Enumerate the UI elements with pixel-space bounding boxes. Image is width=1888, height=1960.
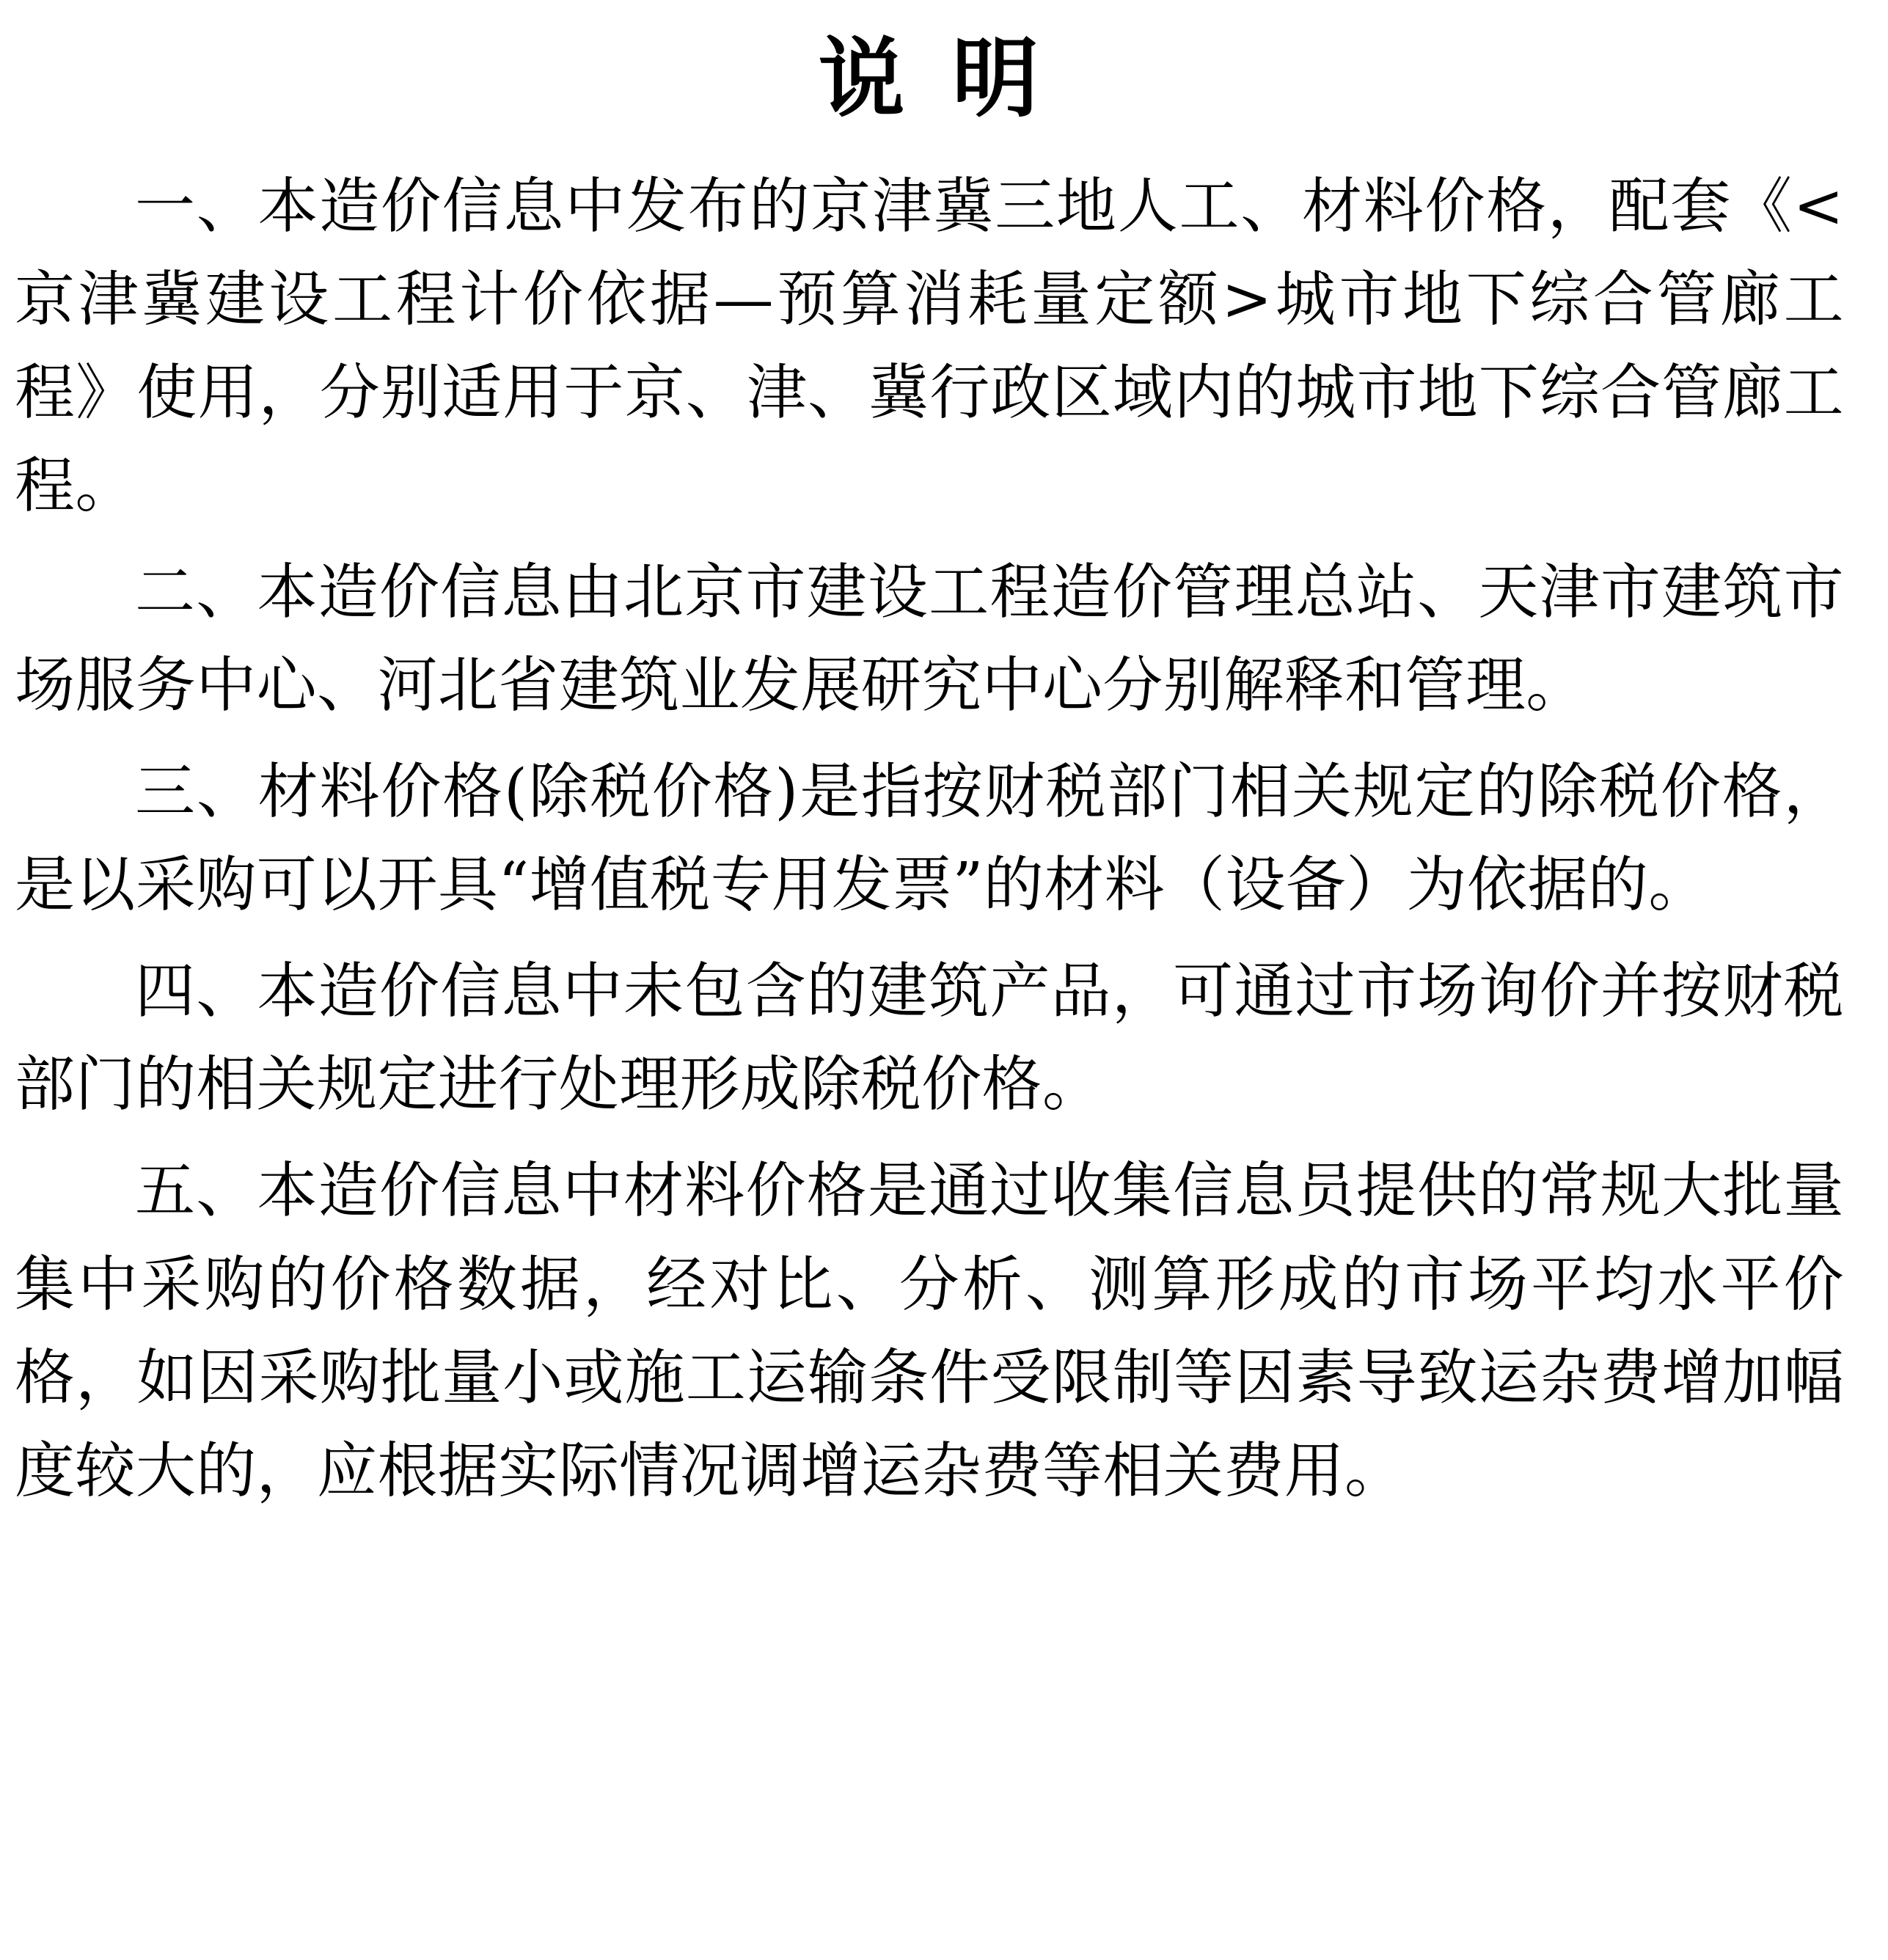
paragraph-1: 一、本造价信息中发布的京津冀三地人工、材料价格，配套《<京津冀建设工程计价依据—预算消耗量定额>城市地下综合管廊工程》使用，分别适用于京、津、冀行政区域内的城市地下综合管廊工程。 (15, 171, 1844, 521)
paragraph-5: 五、本造价信息中材料价格是通过收集信息员提供的常规大批量集中采购的价格数据，经对比、分析、测算形成的市场平均水平价格，如因采购批量小或施工运输条件受限制等因素导致运杂费增加幅度较大的，应根据实际情况调增运杂费等相关费用。 (15, 1156, 1844, 1506)
page-title (15, 25, 1844, 134)
paragraph-2: 二、本造价信息由北京市建设工程造价管理总站、天津市建筑市场服务中心、河北省建筑业发展研究中心分别解释和管理。 (15, 557, 1844, 720)
paragraph-3: 三、材料价格(除税价格)是指按财税部门相关规定的除税价格，是以采购可以开具“增值税专用发票”的材料（设备）为依据的。 (15, 757, 1844, 921)
document-body (15, 160, 1844, 1518)
paragraph-4: 四、本造价信息中未包含的建筑产品，可通过市场询价并按财税部门的相关规定进行处理形成除税价格。 (15, 957, 1844, 1120)
page-title-char-1: 说 (818, 28, 907, 129)
page-title-char-2: 明 (952, 28, 1041, 129)
